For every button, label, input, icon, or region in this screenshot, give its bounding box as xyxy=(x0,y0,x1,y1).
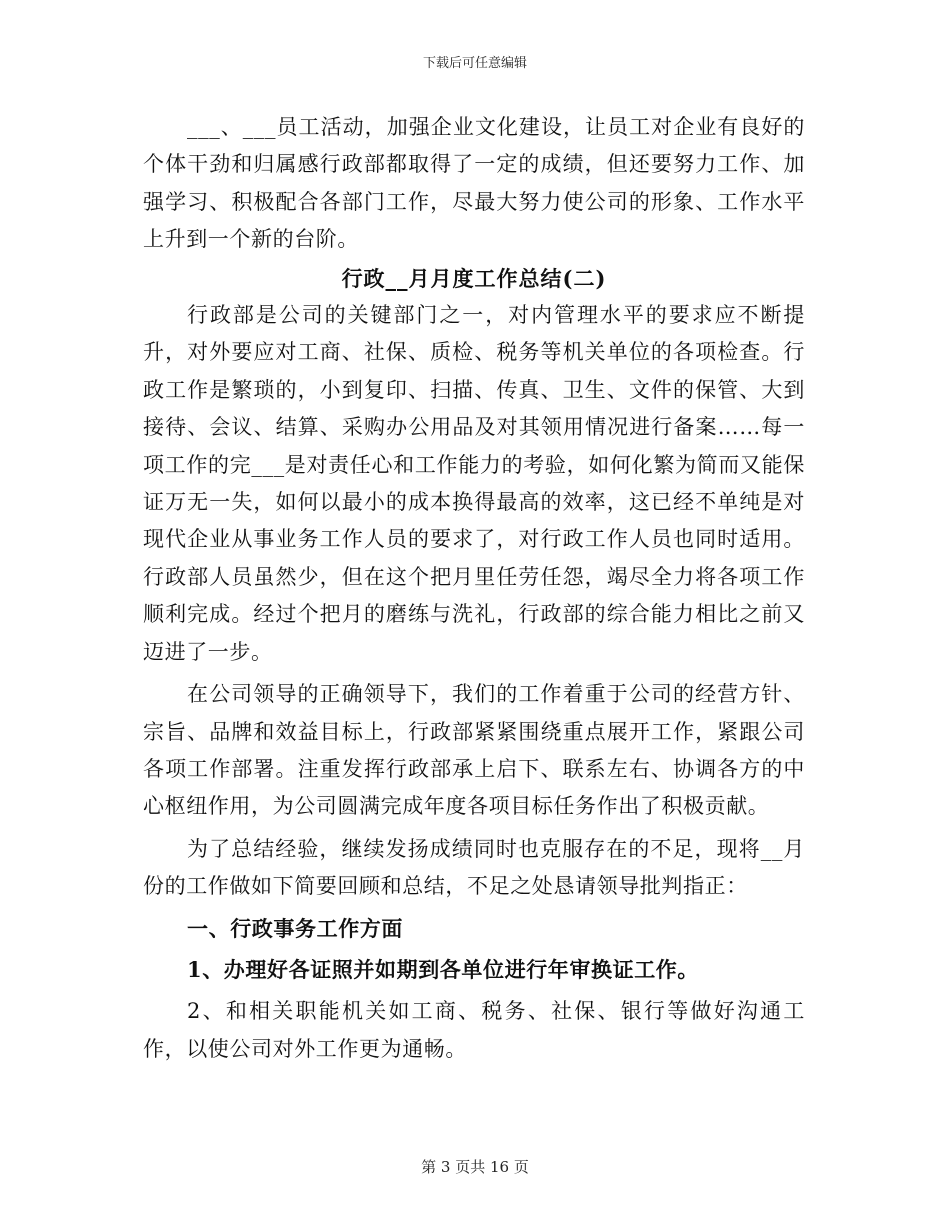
paragraph-communication: 2、和相关职能机关如工商、税务、社保、银行等做好沟通工作，以使公司对外工作更为通畅。 xyxy=(143,999,805,1061)
heading-license-renewal: 1、办理好各证照并如期到各单位进行年审换证工作。 xyxy=(187,956,700,982)
paragraph-leadership: 在公司领导的正确领导下，我们的工作着重于公司的经营方针、宗旨、品牌和效益目标上，行政部紧紧围绕重点展开工作，紧跟公司各项工作部署。注重发挥行政部承上启下、联系左右、协调各方的中心枢纽作用，为公司圆满完成年度各项目标任务作出了积极贡献。 xyxy=(143,682,805,819)
page-header-note: 下载后可任意编辑 xyxy=(422,56,527,71)
page-number: 第 3 页共 16 页 xyxy=(421,1158,529,1176)
section-title: 行政__月月度工作总结(二) xyxy=(341,265,607,291)
document-body xyxy=(143,109,805,1068)
paragraph-summary-purpose: 为了总结经验，继续发扬成绩同时也克服存在的不足，现将__月份的工作做如下简要回顾和总结，不足之处恳请领导批判指正： xyxy=(143,836,805,899)
paragraph-intro: 行政部是公司的关键部门之一，对内管理水平的要求应不断提升，对外要应对工商、社保、质检、税务等机关单位的各项检查。行政工作是繁琐的，小到复印、扫描、传真、卫生、文件的保管、大到接待、会议、结算、采购办公用品及对其领用情况进行备案……每一项工作的完___是对责任心和工作能力的考验，如何化繁为简而又能保证万无一失，如何以最小的成本换得最高的效率，这已经不单纯是对现代企业从事业务工作人员的要求了，对行政工作人员也同时适用。行政部人员虽然少，但在这个把月里任劳任怨，竭尽全力将各项工作顺利完成。经过个把月的磨练与洗礼，行政部的综合能力相比之前又迈进了一步。 xyxy=(143,303,805,664)
heading-admin-affairs: 一、行政事务工作方面 xyxy=(187,915,403,941)
paragraph-continuation: ___、___员工活动，加强企业文化建设，让员工对企业有良好的个体干劲和归属感行政部都取得了一定的成绩，但还要努力工作、加强学习、积极配合各部门工作，尽最大努力使公司的形象、工作水平上升到一个新的台阶。 xyxy=(143,115,805,252)
